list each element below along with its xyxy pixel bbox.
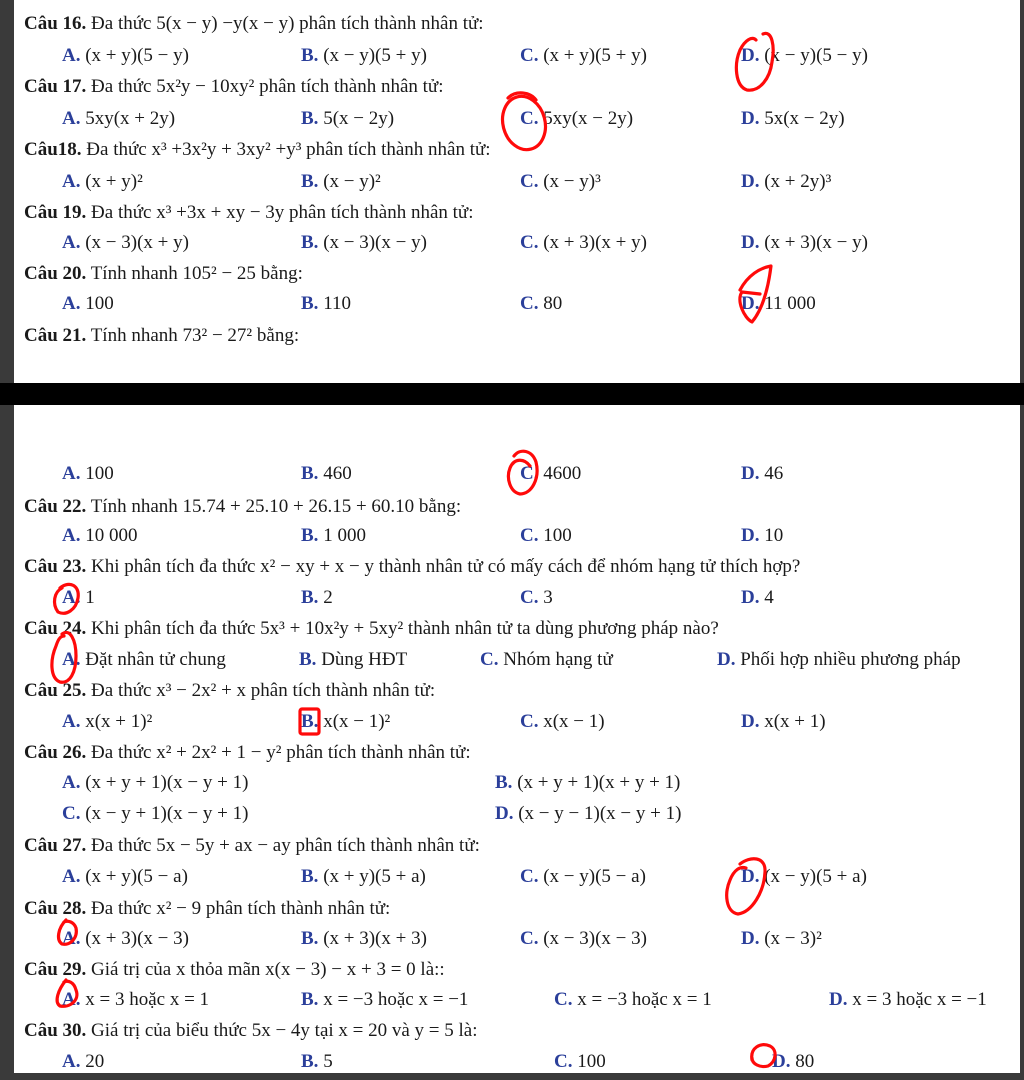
option-24-b: B. Dùng HĐT — [299, 649, 408, 670]
option-19-b: B. (x − 3)(x − y) — [301, 232, 427, 253]
option-17-d: D. 5x(x − 2y) — [741, 108, 845, 129]
option-16-d: D. (x − y)(5 − y) — [741, 45, 868, 66]
question-18: Câu18. Đa thức x³ +3x²y + 3xy² +y³ phân tích thành nhân tử: — [24, 139, 491, 160]
option-20-c: C. 80 — [520, 293, 563, 314]
option-28-b: B. (x + 3)(x + 3) — [301, 928, 427, 949]
option-21-a: A. 100 — [62, 463, 114, 484]
option-16-a: A. (x + y)(5 − y) — [62, 45, 189, 66]
option-25-a: A. x(x + 1)² — [62, 711, 153, 732]
option-30-a: A. 20 — [62, 1051, 105, 1072]
question-28: Câu 28. Đa thức x² − 9 phân tích thành nhân tử: — [24, 898, 391, 919]
option-21-d: D. 46 — [741, 463, 784, 484]
option-17-b: B. 5(x − 2y) — [301, 108, 395, 129]
option-23-c: C. 3 — [520, 587, 553, 608]
option-28-a: A. (x + 3)(x − 3) — [62, 928, 189, 949]
option-23-d: D. 4 — [741, 587, 774, 608]
option-17-c: C. 5xy(x − 2y) — [520, 108, 634, 129]
option-16-b: B. (x − y)(5 + y) — [301, 45, 427, 66]
option-26-b: B. (x + y + 1)(x + y + 1) — [495, 772, 681, 793]
option-20-b: B. 110 — [301, 293, 351, 314]
option-23-b: B. 2 — [301, 587, 333, 608]
option-22-c: C. 100 — [520, 525, 572, 546]
option-25-b: B. x(x − 1)² — [301, 711, 391, 732]
option-20-a: A. 100 — [62, 293, 114, 314]
option-29-b: B. x = −3 hoặc x = −1 — [301, 989, 469, 1010]
option-19-c: C. (x + 3)(x + y) — [520, 232, 647, 253]
option-30-b: B. 5 — [301, 1051, 333, 1072]
question-17: Câu 17. Đa thức 5x²y − 10xy² phân tích thành nhân tử: — [24, 76, 444, 97]
option-18-b: B. (x − y)² — [301, 171, 381, 192]
option-30-c: C. 100 — [554, 1051, 606, 1072]
document-page-2 — [14, 405, 1020, 1073]
option-22-b: B. 1 000 — [301, 525, 366, 546]
option-22-d: D. 10 — [741, 525, 784, 546]
option-28-d: D. (x − 3)² — [741, 928, 822, 949]
option-27-b: B. (x + y)(5 + a) — [301, 866, 426, 887]
option-29-a: A. x = 3 hoặc x = 1 — [62, 989, 210, 1010]
question-21: Câu 21. Tính nhanh 73² − 27² bằng: — [24, 325, 300, 346]
option-30-d: D. 80 — [772, 1051, 815, 1072]
question-23: Câu 23. Khi phân tích đa thức x² − xy + x − y thành nhân tử có mấy cách để nhóm hạng tử thích hợp? — [24, 556, 801, 577]
option-29-d: D. x = 3 hoặc x = −1 — [829, 989, 987, 1010]
question-29: Câu 29. Giá trị của x thỏa mãn x(x − 3) − x + 3 = 0 là:: — [24, 959, 445, 980]
option-24-d: D. Phối hợp nhiều phương pháp — [717, 649, 961, 670]
option-27-c: C. (x − y)(5 − a) — [520, 866, 646, 887]
question-22: Câu 22. Tính nhanh 15.74 + 25.10 + 26.15 + 60.10 bằng: — [24, 496, 462, 517]
option-24-a: A. Đặt nhân tử chung — [62, 649, 226, 670]
question-24: Câu 24. Khi phân tích đa thức 5x³ + 10x²y + 5xy² thành nhân tử ta dùng phương pháp nào? — [24, 618, 719, 639]
option-20-d: D. 11 000 — [741, 293, 816, 314]
option-17-a: A. 5xy(x + 2y) — [62, 108, 176, 129]
option-26-d: D. (x − y − 1)(x − y + 1) — [495, 803, 682, 824]
option-16-c: C. (x + y)(5 + y) — [520, 45, 647, 66]
page-separator — [0, 383, 1024, 405]
option-22-a: A. 10 000 — [62, 525, 138, 546]
question-30: Câu 30. Giá trị của biểu thức 5x − 4y tại x = 20 và y = 5 là: — [24, 1020, 478, 1041]
question-26: Câu 26. Đa thức x² + 2x² + 1 − y² phân tích thành nhân tử: — [24, 742, 471, 763]
option-27-d: D. (x − y)(5 + a) — [741, 866, 867, 887]
option-18-d: D. (x + 2y)³ — [741, 171, 832, 192]
option-18-c: C. (x − y)³ — [520, 171, 601, 192]
question-27: Câu 27. Đa thức 5x − 5y + ax − ay phân tích thành nhân tử: — [24, 835, 480, 856]
question-25: Câu 25. Đa thức x³ − 2x² + x phân tích thành nhân tử: — [24, 680, 436, 701]
option-25-c: C. x(x − 1) — [520, 711, 605, 732]
question-20: Câu 20. Tính nhanh 105² − 25 bằng: — [24, 263, 303, 284]
option-26-c: C. (x − y + 1)(x − y + 1) — [62, 803, 249, 824]
option-23-a: A. 1 — [62, 587, 95, 608]
option-27-a: A. (x + y)(5 − a) — [62, 866, 188, 887]
option-19-a: A. (x − 3)(x + y) — [62, 232, 189, 253]
option-28-c: C. (x − 3)(x − 3) — [520, 928, 647, 949]
option-26-a: A. (x + y + 1)(x − y + 1) — [62, 772, 249, 793]
option-24-c: C. Nhóm hạng tử — [480, 649, 613, 670]
option-18-a: A. (x + y)² — [62, 171, 143, 192]
option-29-c: C. x = −3 hoặc x = 1 — [554, 989, 712, 1010]
option-21-c: C. 4600 — [520, 463, 582, 484]
document-page-1 — [14, 0, 1020, 383]
question-19: Câu 19. Đa thức x³ +3x + xy − 3y phân tích thành nhân tử: — [24, 202, 474, 223]
option-25-d: D. x(x + 1) — [741, 711, 826, 732]
option-21-b: B. 460 — [301, 463, 352, 484]
option-19-d: D. (x + 3)(x − y) — [741, 232, 868, 253]
question-16: Câu 16. Đa thức 5(x − y) −y(x − y) phân tích thành nhân tử: — [24, 13, 484, 34]
